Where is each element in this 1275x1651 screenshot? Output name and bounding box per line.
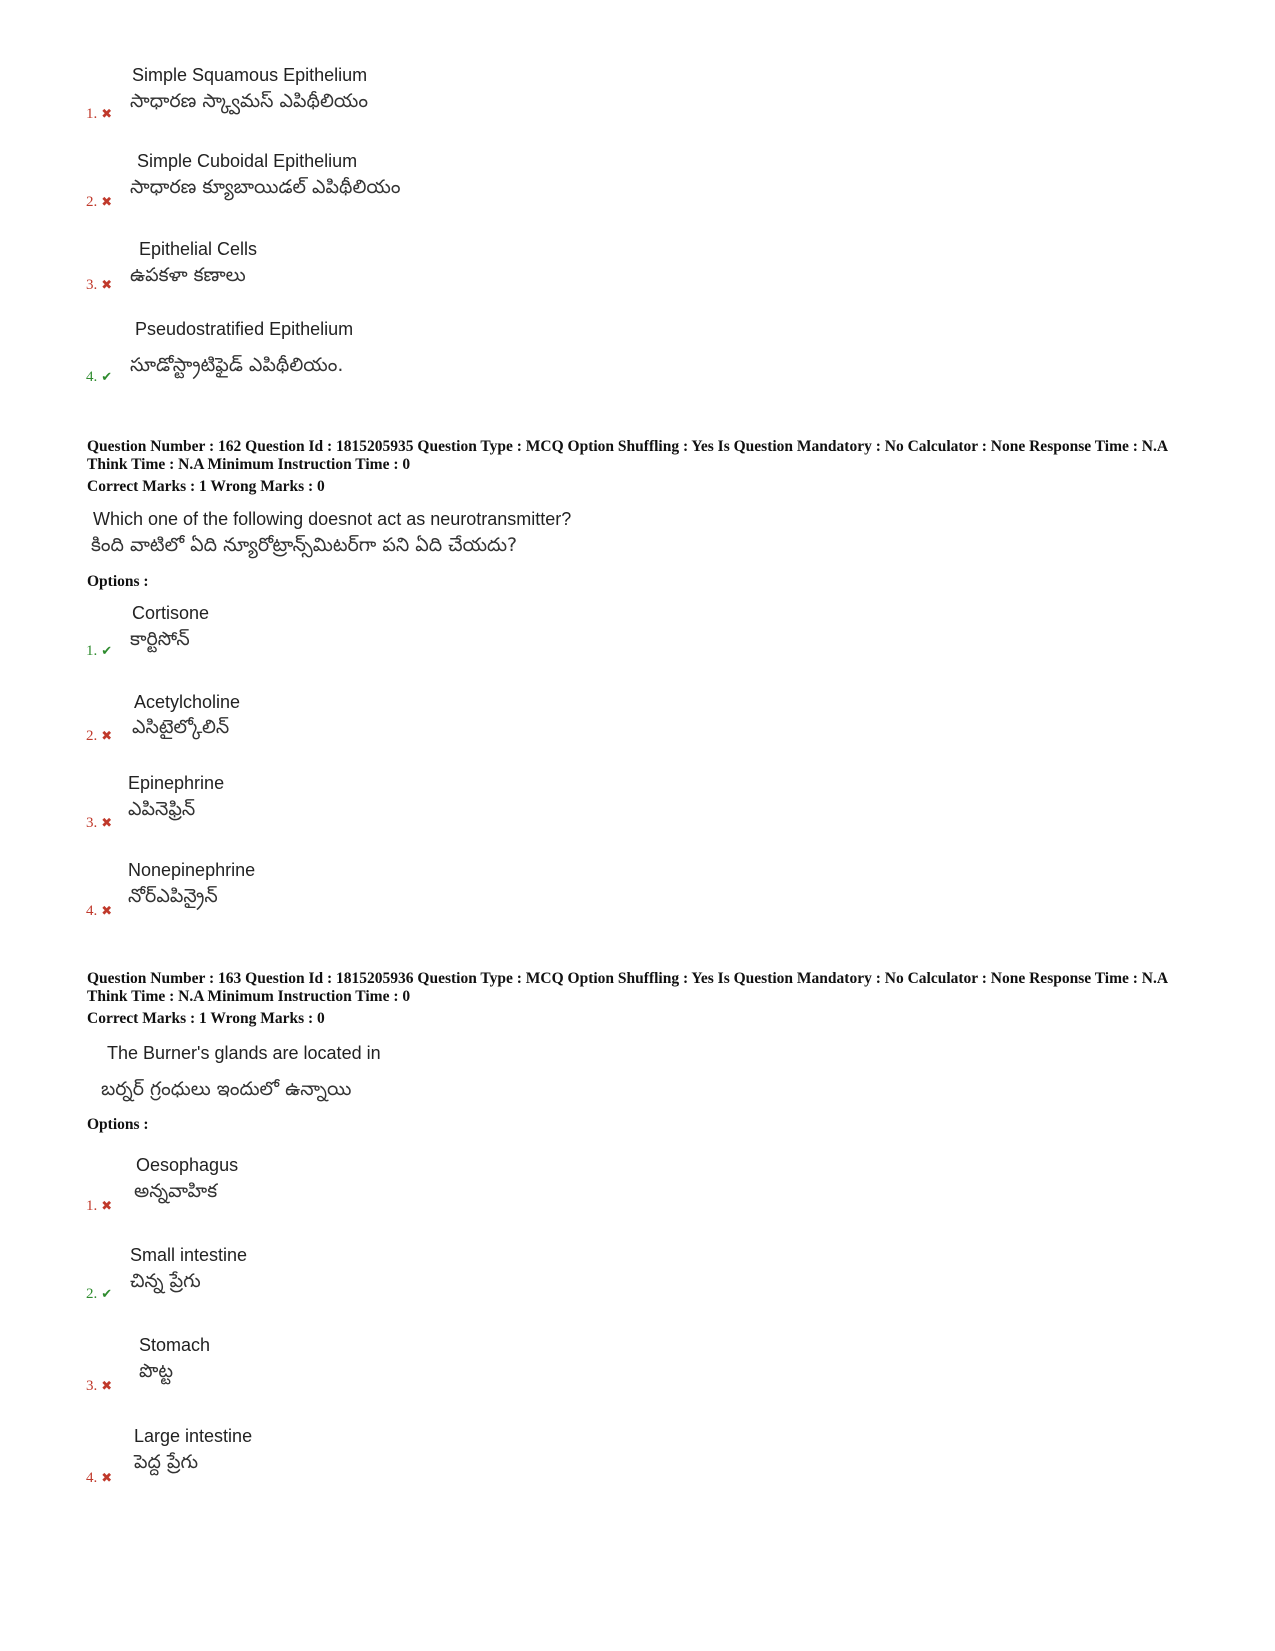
- option-number: 1. ✖: [86, 106, 113, 122]
- option-text-en: Acetylcholine: [134, 692, 241, 712]
- question-text-en: Which one of the following doesnot act as neurotransmitter?: [93, 509, 572, 529]
- options-label: Options :: [87, 573, 149, 590]
- wrong-mark-icon: ✖: [101, 1198, 113, 1213]
- wrong-mark-icon: ✖: [101, 1470, 113, 1485]
- question-marks: Correct Marks : 1 Wrong Marks : 0: [87, 1010, 325, 1027]
- option-number: 2. ✖: [86, 194, 113, 210]
- question-text-te: బర్నర్ గ్రంధులు ఇందులో ఉన్నాయి: [101, 1078, 352, 1100]
- option-text-en: Epinephrine: [128, 773, 225, 793]
- option-number: 4. ✖: [86, 1470, 113, 1486]
- wrong-mark-icon: ✖: [101, 815, 113, 830]
- option-text-te: సూడోస్ట్రాటిఫైడ్ ఎపిథీలియం.: [130, 354, 344, 376]
- option-text-en: Small intestine: [130, 1245, 248, 1265]
- question-text-te: కింది వాటిలో ఏది న్యూరోట్రాన్స్‌మిటర్‌గా పని ఏది చేయదు?: [91, 534, 518, 556]
- option-text-te: పొట్ట: [139, 1360, 174, 1382]
- option-text-en: Oesophagus: [136, 1155, 239, 1175]
- option-text-te: పెద్ద ప్రేగు: [134, 1451, 199, 1473]
- wrong-mark-icon: ✖: [101, 194, 113, 209]
- option-text-en: Epithelial Cells: [139, 239, 258, 259]
- wrong-mark-icon: ✖: [101, 277, 113, 292]
- option-text-te: నోర్ఎపిన్రైన్: [128, 885, 218, 907]
- option-text-te: ఎసిటైల్కోలిన్: [132, 716, 230, 738]
- option-text-te: ఉపకళా కణాలు: [130, 264, 246, 286]
- option-text-en: Cortisone: [132, 603, 210, 623]
- option-text-en: Stomach: [139, 1335, 211, 1355]
- option-number: 3. ✖: [86, 1378, 113, 1394]
- option-text-te: చిన్న ప్రేగు: [130, 1270, 201, 1292]
- option-number: 2. ✔: [86, 1286, 113, 1302]
- option-number: 3. ✖: [86, 277, 113, 293]
- wrong-mark-icon: ✖: [101, 1378, 113, 1393]
- option-text-en: Simple Squamous Epithelium: [132, 65, 368, 85]
- correct-mark-icon: ✔: [101, 369, 113, 384]
- correct-mark-icon: ✔: [101, 643, 113, 658]
- option-text-te: అన్నవాహిక: [134, 1180, 218, 1202]
- question-marks: Correct Marks : 1 Wrong Marks : 0: [87, 478, 325, 495]
- option-text-en: Large intestine: [134, 1426, 253, 1446]
- option-text-en: Nonepinephrine: [128, 860, 256, 880]
- option-text-te: ఎపినెఫ్రిన్: [128, 798, 196, 820]
- option-number: 1. ✔: [86, 643, 113, 659]
- option-text-en: Simple Cuboidal Epithelium: [137, 151, 358, 171]
- option-number: 2. ✖: [86, 728, 113, 744]
- option-text-te: కార్టిసోన్: [130, 628, 190, 650]
- option-text-te: సాధారణ స్క్వామస్ ఎపిథీలియం: [130, 90, 368, 112]
- question-meta: Question Number : 163 Question Id : 1815205936 Question Type : MCQ Option Shuffling : Yes Is Question Mandatory : No Calculator : None Response Time : N.A Think Time : N.A Minimum Instruction Time : 0: [87, 970, 1168, 1005]
- wrong-mark-icon: ✖: [101, 106, 113, 121]
- wrong-mark-icon: ✖: [101, 903, 113, 918]
- correct-mark-icon: ✔: [101, 1286, 113, 1301]
- option-number: 1. ✖: [86, 1198, 113, 1214]
- question-meta: Question Number : 162 Question Id : 1815205935 Question Type : MCQ Option Shuffling : Yes Is Question Mandatory : No Calculator : None Response Time : N.A Think Time : N.A Minimum Instruction Time : 0: [87, 438, 1168, 473]
- option-number: 4. ✖: [86, 903, 113, 919]
- option-text-en: Pseudostratified Epithelium: [135, 319, 354, 339]
- option-number: 4. ✔: [86, 369, 113, 385]
- option-number: 3. ✖: [86, 815, 113, 831]
- wrong-mark-icon: ✖: [101, 728, 113, 743]
- options-label: Options :: [87, 1116, 149, 1133]
- question-text-en: The Burner's glands are located in: [107, 1043, 381, 1063]
- option-text-te: సాధారణ క్యూబాయిడల్ ఎపిథీలియం: [130, 176, 401, 198]
